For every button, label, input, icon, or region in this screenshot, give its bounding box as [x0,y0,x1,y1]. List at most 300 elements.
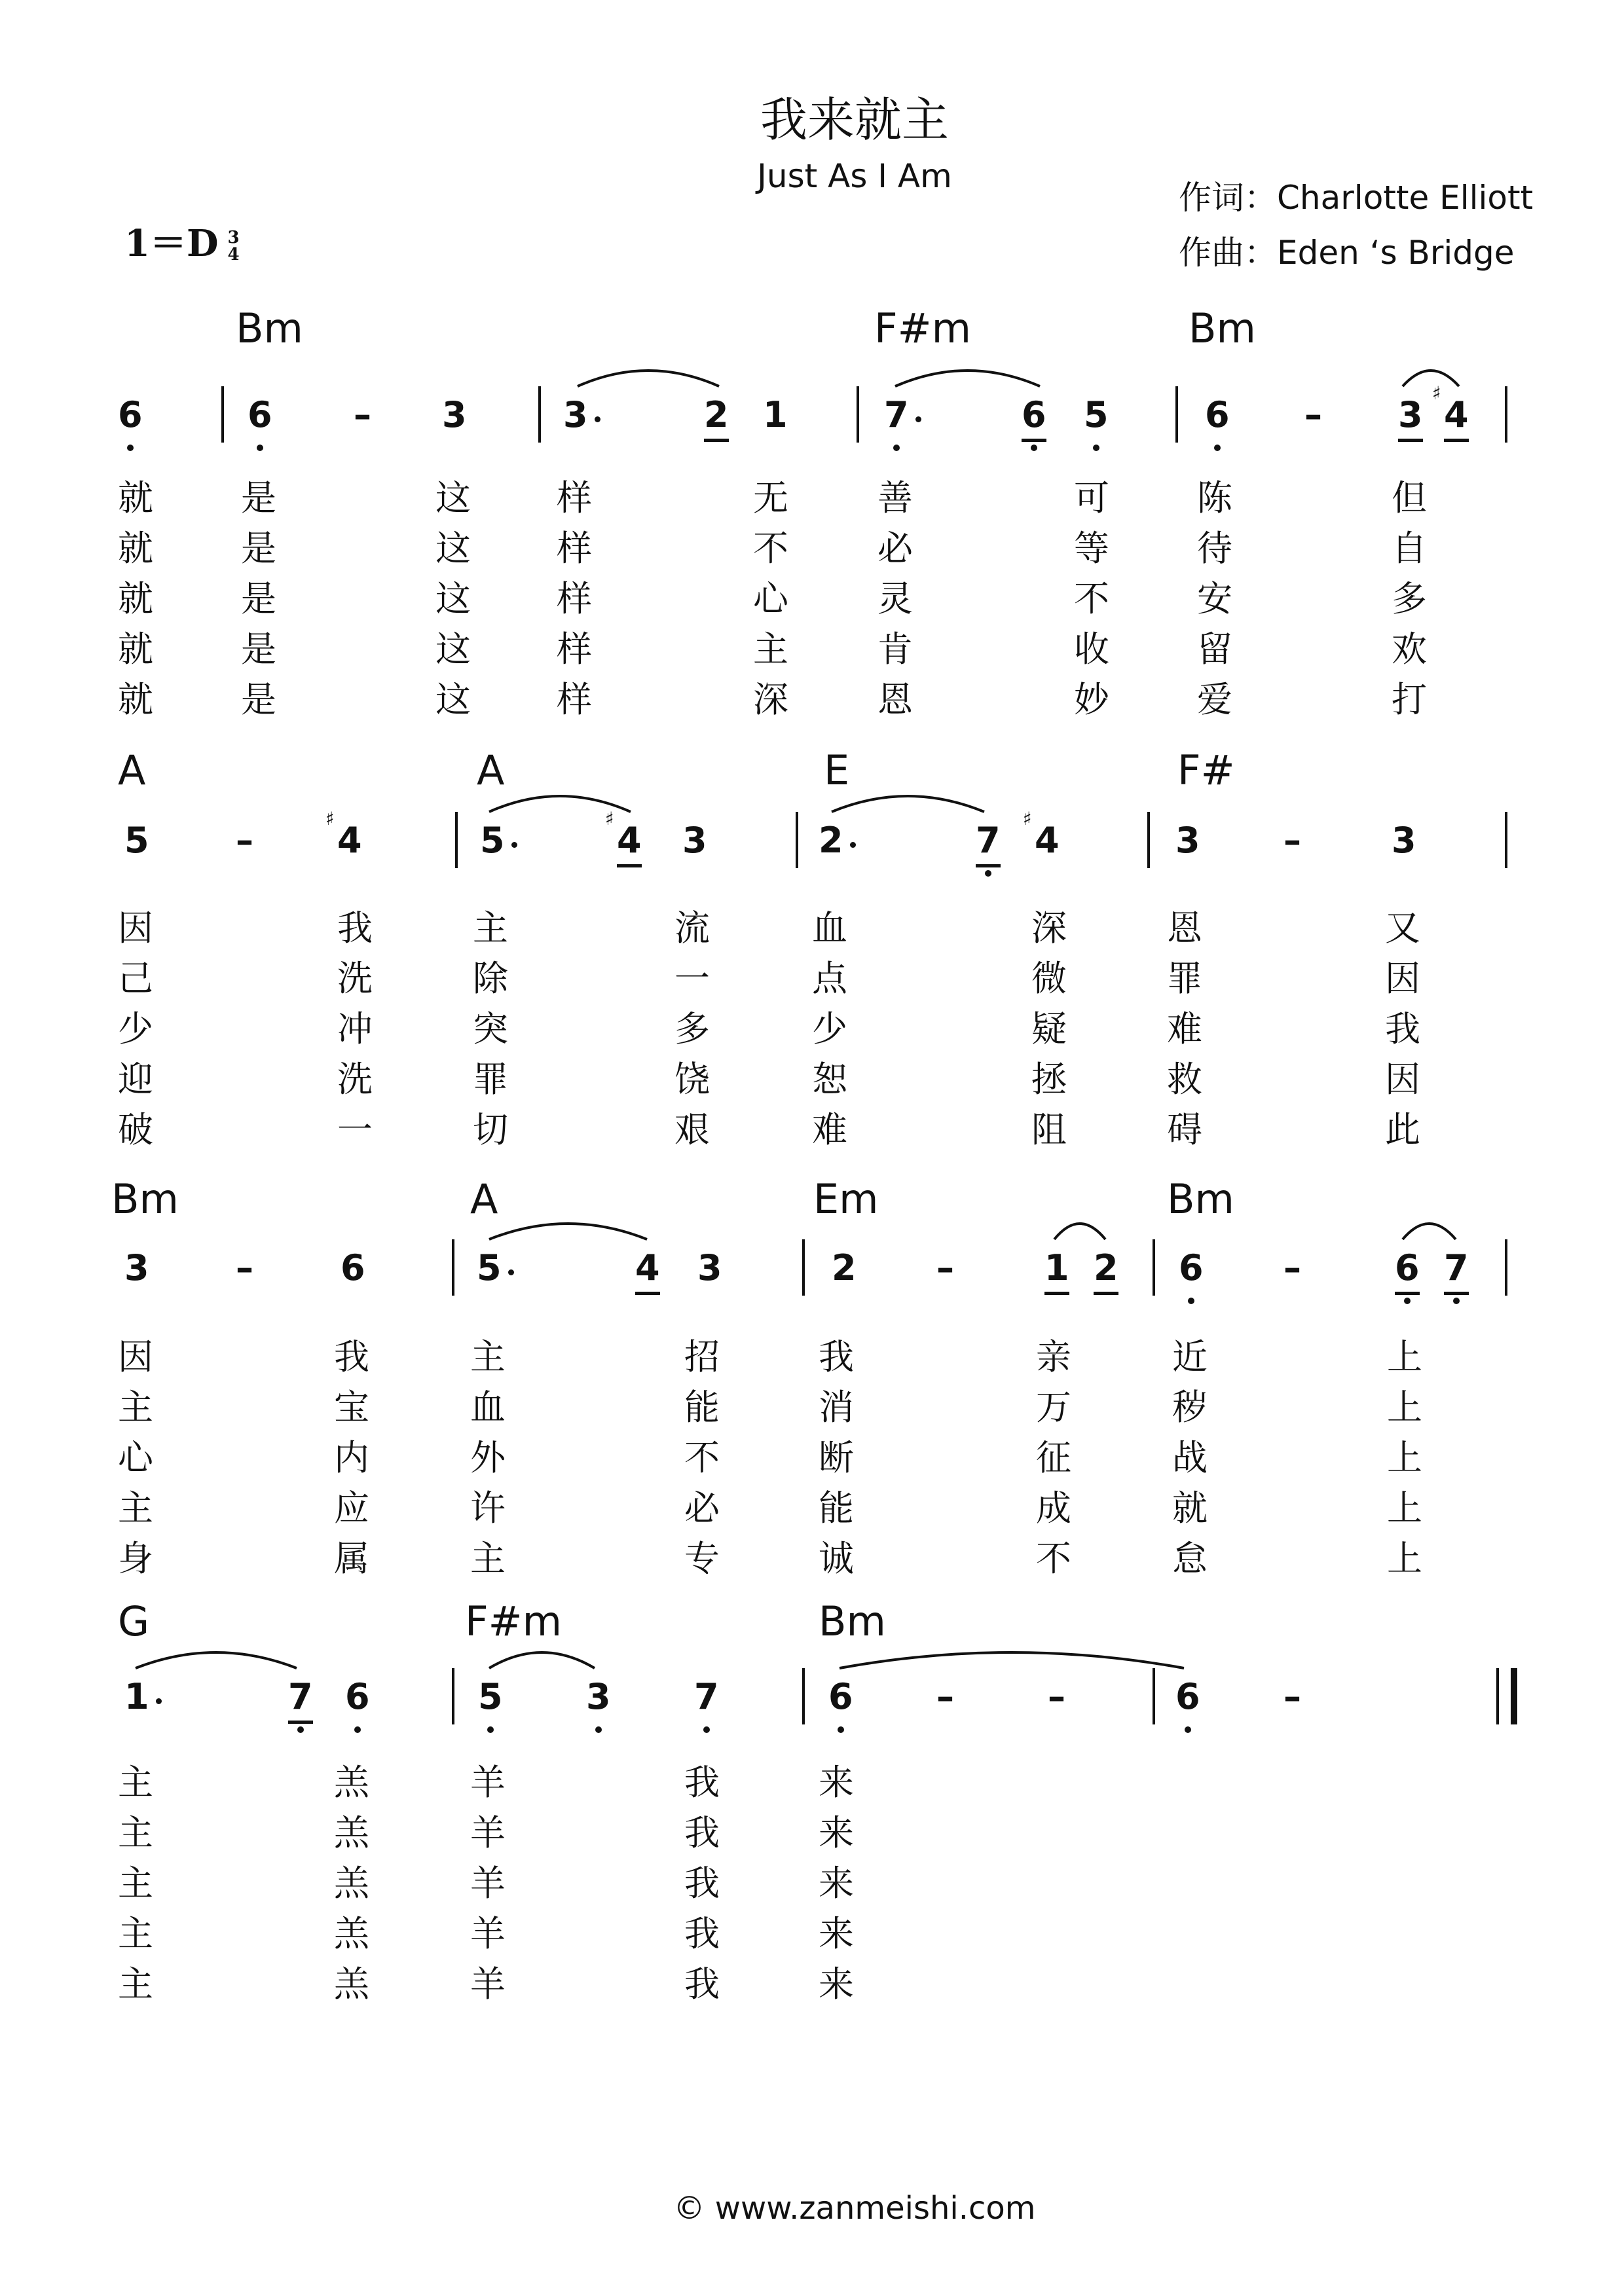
bar-line [1505,1239,1507,1296]
note-digit: 6 [1179,1247,1204,1288]
dotted-note-dot [511,842,517,848]
lyric-char: 羔 [334,1963,369,2005]
lyric-char: 羊 [470,1913,506,1954]
low-octave-dot [1188,1298,1194,1304]
lyric-char: 罪 [473,1059,508,1100]
low-octave-dot [893,445,900,451]
lyric-char: 拯 [1031,1059,1067,1100]
lyric-char: 一 [337,1109,373,1150]
time-top: 3 [227,228,240,248]
bar-line [221,386,224,443]
lyric-char: 不 [753,528,788,569]
jianpu-note [477,1247,502,1288]
eighth-underline [635,1292,660,1295]
slur-arc [134,1643,298,1669]
note-digit: 6 [341,1247,365,1288]
lyric-char: 难 [1167,1008,1202,1049]
dotted-note-dot [508,1269,514,1275]
lyric-char: 流 [674,907,710,949]
lyric-char: 这 [435,477,471,519]
lyric-char: 上 [1387,1437,1422,1478]
lyric-char: 来 [819,1762,854,1803]
jianpu-note [325,808,362,861]
note-digit: 4 [337,820,362,861]
bar-line [802,1239,805,1296]
jianpu-note [124,1247,149,1288]
lyric-char: 心 [118,1437,153,1478]
lyric-char: 主 [473,907,508,949]
lyric-char: 善 [877,477,913,519]
eighth-underline [617,864,642,867]
eighth-underline [1444,1292,1469,1295]
extension-dash: – [936,1676,954,1717]
lyric-char: 来 [819,1863,854,1904]
chord-symbol: F#m [465,1597,563,1645]
chord-symbol: A [477,746,505,794]
song-subtitle: Just As I Am [757,157,952,195]
lyric-char: 我 [684,1762,720,1803]
jianpu-note [1392,820,1416,861]
note-digit: 5 [478,1676,503,1717]
jianpu-note [563,394,588,435]
jianpu-note [345,1676,370,1717]
lyric-char: 待 [1197,528,1232,569]
lyric-char: 疑 [1031,1008,1067,1049]
lyric-char: 上 [1387,1538,1422,1579]
lyric-char: 不 [1036,1538,1071,1579]
lyric-char: 必 [684,1487,720,1529]
lyric-char: 就 [1172,1487,1208,1529]
lyric-char: 秽 [1172,1387,1208,1428]
lyric-char: 是 [241,578,276,619]
chord-symbol: A [470,1175,498,1223]
lyric-char: 上 [1387,1336,1422,1377]
note-digit: 3 [586,1676,611,1717]
lyric-char: 内 [334,1437,369,1478]
lyric-char: 羔 [334,1762,369,1803]
note-digit: 4 [617,820,642,861]
lyric-char: 来 [819,1963,854,2005]
lyric-char: 爱 [1197,679,1232,720]
note-digit: 4 [1035,820,1060,861]
lyric-char: 己 [118,958,153,999]
low-octave-dot [354,1726,361,1733]
lyric-char: 羔 [334,1812,369,1853]
extension-dash: – [354,394,371,435]
lyric-char: 战 [1172,1437,1208,1478]
note-digit: 6 [1395,1247,1420,1288]
lyric-char: 陈 [1197,477,1232,519]
jianpu-note [1023,808,1060,861]
lyric-char: 是 [241,629,276,670]
lyric-char: 留 [1197,629,1232,670]
lyric-char: 罪 [1167,958,1202,999]
lyric-char: 羊 [470,1762,506,1803]
note-digit: 7 [288,1676,313,1717]
key-signature [124,215,240,267]
bar-line [1147,812,1150,868]
slur-arc [1401,1214,1457,1241]
lyric-char: 这 [435,629,471,670]
lyric-char: 迎 [118,1059,153,1100]
jianpu-note [478,1676,503,1717]
note-digit: 5 [124,820,149,861]
bar-line [1175,386,1178,443]
note-digit: 3 [1392,820,1416,861]
time-signature [228,229,240,263]
extension-dash: – [1283,1676,1301,1717]
jianpu-note [1444,1247,1469,1288]
note-digit: 7 [1444,1247,1469,1288]
lyricist-credit: 作词：Charlotte Elliott [1179,179,1534,217]
bar-line [1505,386,1507,443]
bar-line [538,386,541,443]
lyric-char: 妙 [1074,679,1109,720]
song-title: 我来就主 [760,92,949,147]
lyric-char: 不 [1074,578,1109,619]
lyric-char: 能 [684,1387,720,1428]
lyric-char: 属 [334,1538,369,1579]
low-octave-dot [595,1726,602,1733]
eighth-underline [1398,439,1423,442]
key-label: 1＝D [124,222,219,265]
note-digit: 2 [704,394,729,435]
lyric-char: 许 [470,1487,506,1529]
low-octave-dot [838,1726,844,1733]
lyric-char: 切 [473,1109,508,1150]
eighth-underline [288,1721,313,1724]
low-octave-dot [703,1726,710,1733]
jianpu-note [1044,1247,1069,1288]
extension-dash: – [1283,1247,1301,1288]
sharp-sign: ♯ [1432,382,1441,404]
jianpu-note [694,1676,719,1717]
note-digit: 6 [248,394,272,435]
dotted-note-dot [850,842,856,848]
lyric-char: 我 [684,1963,720,2005]
slur-arc [488,1214,648,1241]
eighth-underline [1094,1292,1118,1295]
lyric-char: 样 [557,477,592,519]
bar-line [455,812,458,868]
lyric-char: 断 [819,1437,854,1478]
note-digit: 5 [1084,394,1109,435]
chord-symbol: Bm [111,1175,179,1223]
note-digit: 2 [832,1247,857,1288]
low-octave-dot [297,1726,304,1733]
bar-line [857,386,859,443]
note-digit: 4 [635,1247,660,1288]
jianpu-note [118,394,143,435]
jianpu-note [704,394,729,435]
low-octave-dot [1404,1298,1411,1304]
slur-arc [1053,1214,1107,1241]
slur-arc [830,787,986,813]
jianpu-note [697,1247,722,1288]
jianpu-note [1398,394,1423,435]
lyric-char: 艰 [674,1109,710,1150]
jianpu-note [828,1676,853,1717]
lyric-char: 恕 [812,1059,847,1100]
slur-arc [838,1643,1185,1669]
extension-dash: – [936,1247,954,1288]
note-digit: 7 [884,394,909,435]
sharp-sign: ♯ [325,808,335,829]
dotted-note-dot [156,1698,162,1704]
lyric-char: 是 [241,679,276,720]
jianpu-note [1179,1247,1204,1288]
final-bar-thick [1511,1668,1517,1724]
jianpu-note [819,820,843,861]
lyric-char: 成 [1036,1487,1071,1529]
chord-symbol: Bm [236,304,303,352]
slur-arc [488,1643,596,1669]
note-digit: 3 [1398,394,1423,435]
note-digit: 3 [1175,820,1200,861]
note-digit: 6 [345,1676,370,1717]
eighth-underline [704,439,729,442]
bar-line [1153,1668,1155,1724]
jianpu-note [976,820,1001,861]
jianpu-note [605,808,642,861]
jianpu-note [124,820,149,861]
lyric-char: 外 [470,1437,506,1478]
lyric-char: 又 [1385,907,1420,949]
jianpu-note [682,820,707,861]
lyric-char: 救 [1167,1059,1202,1100]
lyric-char: 欢 [1392,629,1427,670]
jianpu-note [1175,1676,1200,1717]
eighth-underline [1444,439,1469,442]
chord-symbol: F# [1177,746,1235,794]
jianpu-note [442,394,467,435]
jianpu-note [341,1247,365,1288]
lyric-char: 我 [1385,1008,1420,1049]
jianpu-note [124,1676,149,1717]
bar-line [796,812,798,868]
eighth-underline [1395,1292,1420,1295]
note-digit: 6 [1205,394,1230,435]
bar-line [452,1239,454,1296]
lyric-char: 样 [557,578,592,619]
jianpu-note [1432,382,1469,435]
lyric-char: 主 [118,1913,153,1954]
lyric-char: 但 [1392,477,1427,519]
lyric-char: 主 [753,629,788,670]
lyric-char: 我 [684,1913,720,1954]
lyric-char: 打 [1392,679,1427,720]
note-digit: 4 [1444,394,1469,435]
lyric-char: 少 [118,1008,153,1049]
lyric-char: 饶 [674,1059,710,1100]
dotted-note-dot [915,416,921,422]
lyric-char: 因 [118,1336,153,1377]
extension-dash: – [1048,1676,1065,1717]
extension-dash: – [236,820,253,861]
lyric-char: 多 [1392,578,1427,619]
note-digit: 2 [819,820,843,861]
note-digit: 6 [1175,1676,1200,1717]
lyric-char: 深 [753,679,788,720]
lyric-char: 主 [118,1387,153,1428]
jianpu-note [1094,1247,1118,1288]
lyric-char: 主 [118,1812,153,1853]
chord-symbol: G [118,1597,150,1645]
chord-symbol: E [824,746,850,794]
lyric-char: 就 [118,477,153,519]
extension-dash: – [1283,820,1301,861]
lyric-char: 灵 [877,578,913,619]
lyric-char: 洗 [337,958,373,999]
lyric-char: 怠 [1172,1538,1208,1579]
extension-dash: – [1304,394,1322,435]
lyric-char: 碍 [1167,1109,1202,1150]
lyric-char: 就 [118,528,153,569]
note-digit: 6 [118,394,143,435]
lyric-char: 诚 [819,1538,854,1579]
jianpu-note [884,394,909,435]
jianpu-note [1022,394,1046,435]
lyric-char: 我 [684,1863,720,1904]
eighth-underline [976,864,1001,867]
bar-line [452,1668,454,1724]
low-octave-dot [1214,445,1221,451]
lyric-char: 此 [1385,1109,1420,1150]
dotted-note-dot [595,416,600,422]
lyric-char: 消 [819,1387,854,1428]
jianpu-note [1395,1247,1420,1288]
lyric-char: 主 [118,1963,153,2005]
lyric-char: 样 [557,679,592,720]
lyric-char: 肯 [877,629,913,670]
note-digit: 1 [763,394,788,435]
lyric-char: 能 [819,1487,854,1529]
jianpu-note [480,820,505,861]
lyric-char: 主 [118,1487,153,1529]
note-digit: 3 [563,394,588,435]
slur-arc [894,361,1041,388]
note-digit: 5 [477,1247,502,1288]
lyric-char: 招 [684,1336,720,1377]
chord-symbol: Bm [819,1597,886,1645]
lyric-char: 主 [470,1538,506,1579]
lyric-char: 安 [1197,578,1232,619]
lyric-char: 突 [473,1008,508,1049]
low-octave-dot [1093,445,1099,451]
lyric-char: 我 [819,1336,854,1377]
low-octave-dot [1453,1298,1460,1304]
lyric-char: 恩 [877,679,913,720]
lyric-char: 是 [241,477,276,519]
lyric-char: 这 [435,528,471,569]
footer-copyright: © www.zanmeishi.com [673,2190,1036,2227]
chord-symbol: Bm [1167,1175,1234,1223]
slur-arc [1401,361,1460,388]
bar-line [1153,1239,1155,1296]
lyric-char: 亲 [1036,1336,1071,1377]
note-digit: 3 [682,820,707,861]
lyric-char: 冲 [337,1008,373,1049]
low-octave-dot [1185,1726,1191,1733]
lyric-char: 深 [1031,907,1067,949]
note-digit: 7 [694,1676,719,1717]
lyric-char: 宝 [334,1387,369,1428]
lyric-char: 因 [1385,1059,1420,1100]
note-digit: 5 [480,820,505,861]
note-digit: 6 [1022,394,1046,435]
lyric-char: 不 [684,1437,720,1478]
lyric-char: 除 [473,958,508,999]
chord-symbol: Em [813,1175,879,1223]
note-digit: 7 [976,820,1001,861]
lyric-char: 难 [812,1109,847,1150]
lyric-char: 羔 [334,1913,369,1954]
composer-credit: 作曲：Eden ‘s Bridge [1179,234,1515,272]
lyric-char: 羊 [470,1863,506,1904]
lyric-char: 主 [118,1863,153,1904]
lyric-char: 应 [334,1487,369,1529]
lyric-char: 就 [118,679,153,720]
lyric-char: 必 [877,528,913,569]
lyric-char: 多 [674,1008,710,1049]
chord-symbol: F#m [874,304,972,352]
lyric-char: 这 [435,578,471,619]
note-digit: 1 [124,1676,149,1717]
lyric-char: 收 [1074,629,1109,670]
jianpu-note [248,394,272,435]
lyric-char: 主 [470,1336,506,1377]
final-bar-thin [1496,1668,1499,1724]
lyric-char: 来 [819,1913,854,1954]
lyric-char: 样 [557,629,592,670]
lyric-char: 因 [118,907,153,949]
jianpu-note [288,1676,313,1717]
lyric-char: 血 [812,907,847,949]
lyric-char: 破 [118,1109,153,1150]
lyric-char: 自 [1392,528,1427,569]
lyric-char: 恩 [1167,907,1202,949]
note-digit: 3 [124,1247,149,1288]
lyric-char: 羊 [470,1963,506,2005]
lyric-char: 少 [812,1008,847,1049]
lyric-char: 羊 [470,1812,506,1853]
chord-symbol: A [118,746,146,794]
lyric-char: 样 [557,528,592,569]
lyric-char: 这 [435,679,471,720]
lyric-char: 来 [819,1812,854,1853]
lyric-char: 点 [812,958,847,999]
low-octave-dot [257,445,263,451]
jianpu-note [586,1676,611,1717]
slur-arc [488,787,632,813]
time-bottom: 4 [227,245,240,265]
low-octave-dot [487,1726,494,1733]
note-digit: 3 [697,1247,722,1288]
lyric-char: 羔 [334,1863,369,1904]
jianpu-note [1084,394,1109,435]
lyric-char: 因 [1385,958,1420,999]
lyric-char: 一 [674,958,710,999]
lyric-char: 我 [334,1336,369,1377]
lyric-char: 上 [1387,1387,1422,1428]
lyric-char: 是 [241,528,276,569]
lyric-char: 阻 [1031,1109,1067,1150]
lyric-char: 我 [337,907,373,949]
lyric-char: 就 [118,578,153,619]
lyric-char: 主 [118,1762,153,1803]
jianpu-note [832,1247,857,1288]
lyric-char: 无 [753,477,788,519]
